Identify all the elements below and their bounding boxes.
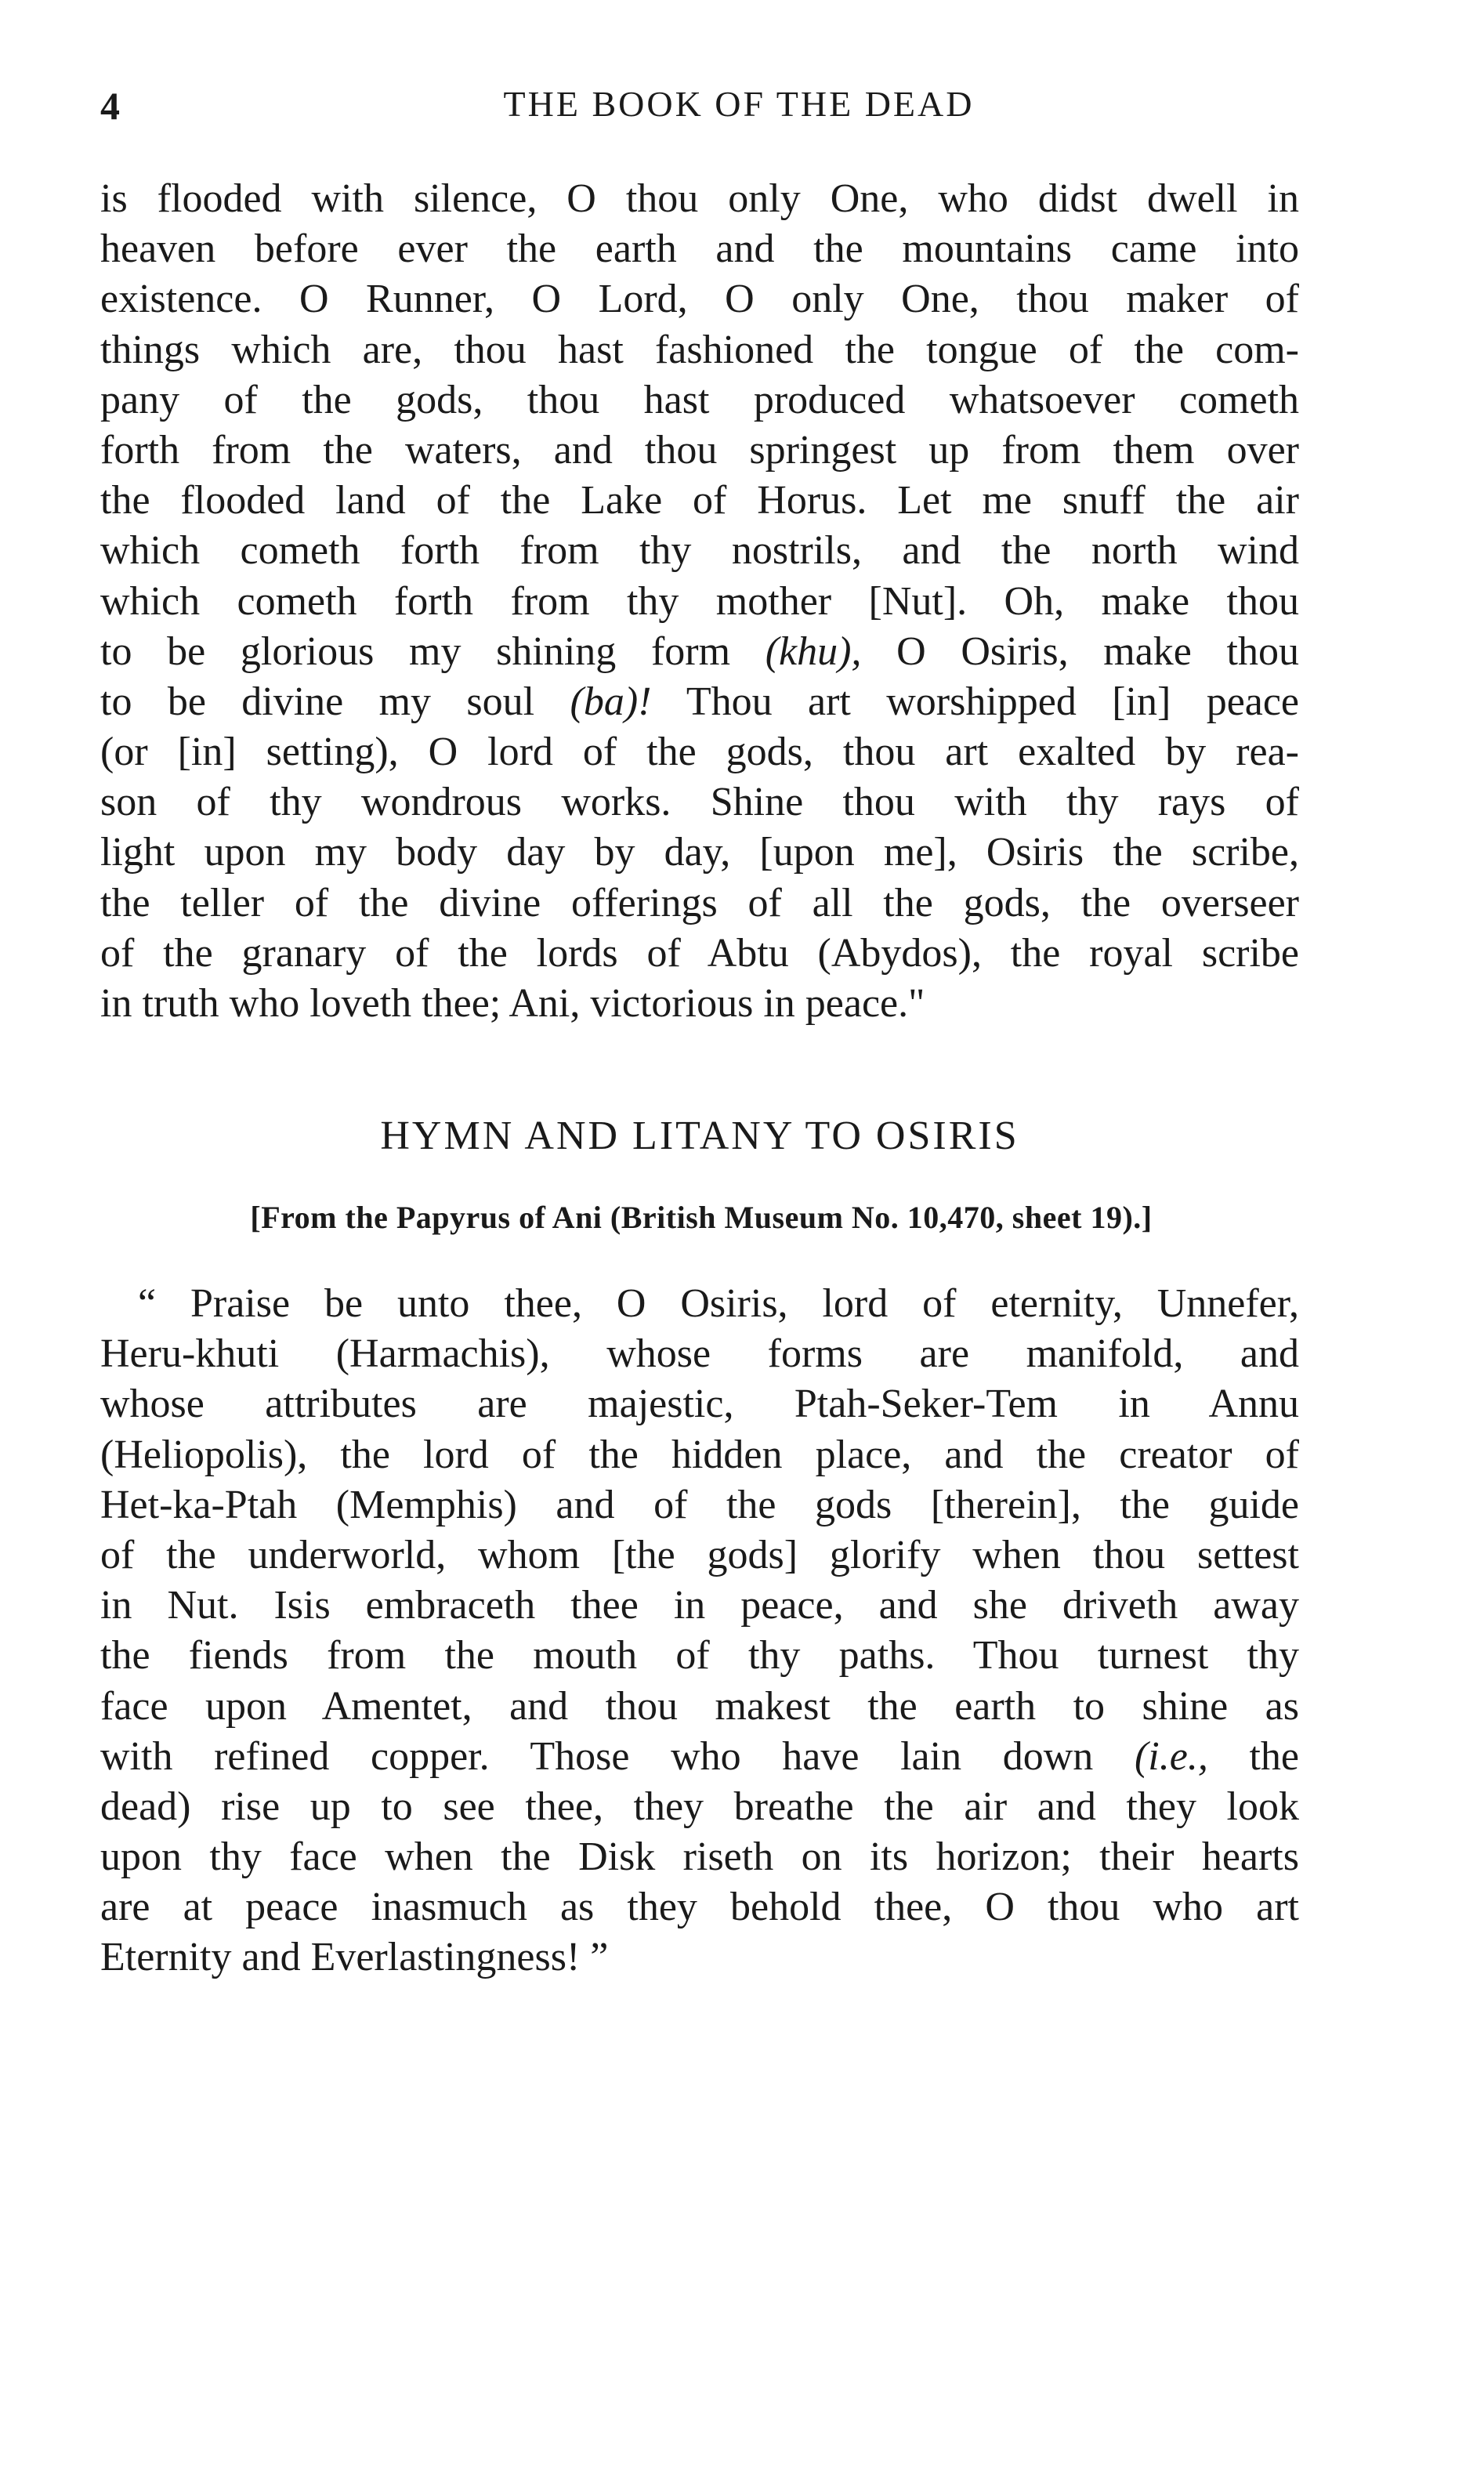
text-line: light upon my body day by day, [upon me], Osiris the scribe, <box>100 830 1299 875</box>
text-line: which cometh forth from thy mother [Nut]. Oh, make thou <box>100 578 1299 624</box>
text-line: forth from the waters, and thou springest up from them over <box>100 427 1299 473</box>
italic-term: (i.e., <box>1134 1733 1208 1779</box>
text-segment: to be glorious my shining form <box>100 628 731 674</box>
text-line: of the granary of the lords of Abtu (Abydos), the royal scribe <box>100 930 1299 976</box>
text-line: existence. O Runner, O Lord, O only One, thou maker of <box>100 277 1299 322</box>
text-line: (Heliopolis), the lord of the hidden place, and the creator of <box>100 1432 1299 1477</box>
text-line: in truth who loveth thee; Ani, victorious in peace." <box>100 981 925 1026</box>
source-note: [From the Papyrus of Ani (British Museum No. 10,470, sheet 19).] <box>250 1200 1153 1235</box>
section-title: HYMN AND LITANY TO OSIRIS <box>380 1114 1019 1158</box>
text-line <box>100 1732 1299 1782</box>
text-segment: to be divine my soul <box>100 679 535 724</box>
text-line: heaven before ever the earth and the mountains came into <box>100 226 1299 272</box>
text-line: in Nut. Isis embraceth thee in peace, and she driveth away <box>100 1583 1299 1628</box>
text-segment: the <box>1249 1733 1300 1779</box>
paragraph-1 <box>100 174 1299 1029</box>
text-line <box>100 677 1299 727</box>
text-line: face upon Amentet, and thou makest the earth to shine as <box>100 1683 1299 1729</box>
text-line: the fiends from the mouth of thy paths. Thou turnest thy <box>100 1633 1299 1679</box>
text-line: son of thy wondrous works. Shine thou with thy rays of <box>100 780 1299 825</box>
italic-term: (ba)! <box>570 679 652 724</box>
text-line: Heru-khuti (Harmachis), whose forms are manifold, and <box>100 1331 1299 1377</box>
text-line: “ Praise be unto thee, O Osiris, lord of eternity, Unnefer, <box>138 1281 1299 1326</box>
paragraph-2 <box>100 1279 1299 1983</box>
text-line: dead) rise up to see thee, they breathe the air and they look <box>100 1784 1299 1829</box>
text-segment: with refined copper. Those who have lain down <box>100 1733 1094 1779</box>
text-segment: Thou art worshipped [in] peace <box>686 679 1300 724</box>
text-line: is flooded with silence, O thou only One, who didst dwell in <box>100 176 1299 221</box>
text-line: things which are, thou hast fashioned the tongue of the com- <box>100 327 1299 372</box>
text-line: which cometh forth from thy nostrils, and the north wind <box>100 528 1299 574</box>
page-number: 4 <box>100 84 120 128</box>
italic-term: (khu), <box>765 628 862 674</box>
page-header <box>100 83 1307 130</box>
running-head: THE BOOK OF THE DEAD <box>503 84 975 124</box>
text-line: Eternity and Everlastingness! ” <box>100 1935 609 1980</box>
text-line: upon thy face when the Disk riseth on its horizon; their hearts <box>100 1834 1299 1880</box>
text-segment: O Osiris, make thou <box>896 628 1300 674</box>
text-line: pany of the gods, thou hast produced whatsoever cometh <box>100 377 1299 422</box>
text-line: the flooded land of the Lake of Horus. Let me snuff the air <box>100 478 1299 523</box>
text-line <box>100 627 1299 677</box>
text-line: whose attributes are majestic, Ptah-Seker-Tem in Annu <box>100 1382 1299 1427</box>
text-line: of the underworld, whom [the gods] glorify when thou settest <box>100 1532 1299 1577</box>
text-line: (or [in] setting), O lord of the gods, thou art exalted by rea- <box>100 730 1299 775</box>
text-line: the teller of the divine offerings of all the gods, the overseer <box>100 880 1299 925</box>
text-line: Het-ka-Ptah (Memphis) and of the gods [therein], the guide <box>100 1482 1299 1527</box>
text-line: are at peace inasmuch as they behold thee, O thou who art <box>100 1885 1299 1930</box>
